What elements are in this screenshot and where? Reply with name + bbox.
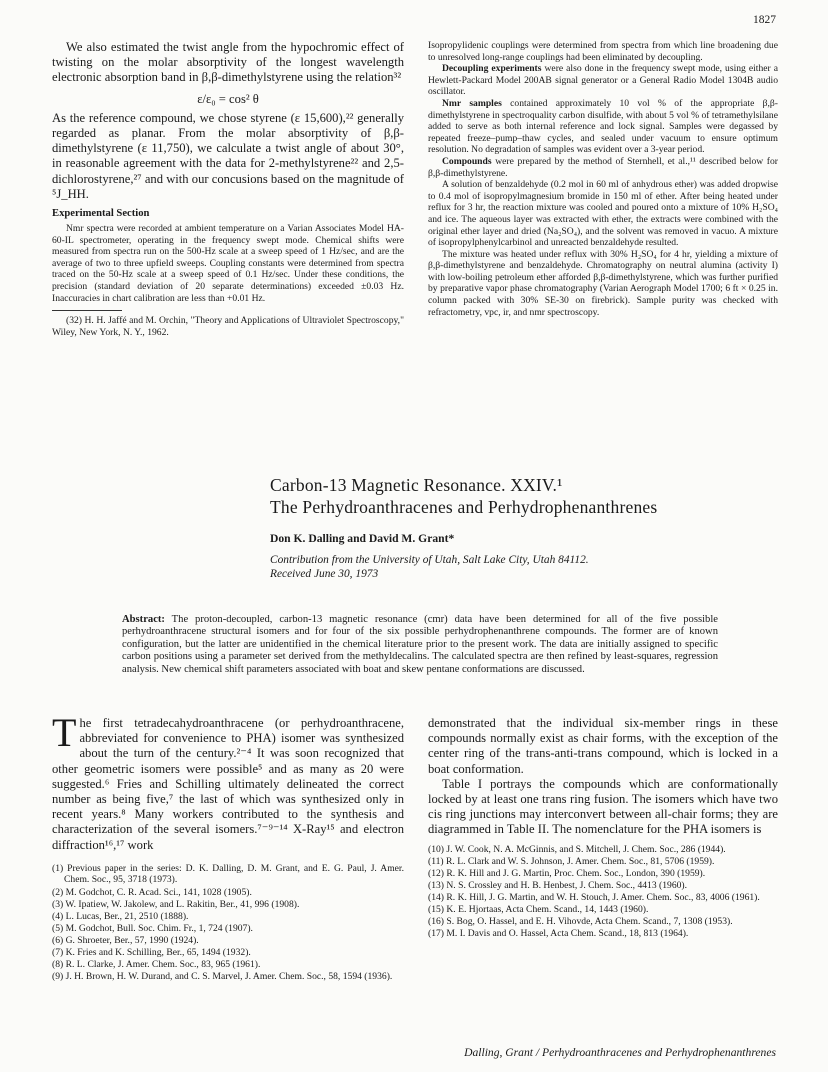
abstract-label: Abstract: (122, 614, 165, 625)
article-title-line2: The Perhydroanthracenes and Perhydrophenanthrenes (270, 497, 658, 517)
equation: ε/ε₀ = cos² θ (197, 91, 259, 106)
run-in-heading: Decoupling experiments (442, 63, 542, 75)
reference-item: (10) J. W. Cook, N. A. McGinnis, and S. Mitchell, J. Chem. Soc., 286 (1944). (428, 843, 726, 855)
received-date: Received June 30, 1973 (270, 568, 379, 580)
paragraph-text: contained approximately 10 vol % of the appropriate β,β-dimethylstyrene in spectroquality carbon disulfide, with about 5 vol % of tetramethylsilane added to serve as both internal reference and lock signal. Samples were degassed by repeated freeze–pump–thaw cycles, and sealed under vacuum to ensure optimum resolution. No degradation of samples was evident over a 3-year period. (428, 97, 778, 156)
reference-item: (5) M. Godchot, Bull. Soc. Chim. Fr., 1, 724 (1907). (52, 922, 253, 934)
reference-list (428, 844, 778, 940)
article-title-line1: Carbon-13 Magnetic Resonance. XXIV.¹ (270, 475, 563, 495)
drop-cap: T (52, 710, 77, 755)
paragraph: Nmr spectra were recorded at ambient temperature on a Varian Associates Model HA-60-IL spectrometer, operating in the frequency swept mode. Chemical shifts were measured from spectra run on the 500-Hz scale at a sweep speed of 1 Hz/sec, and are the average of two to three upfield sweeps. Coupling constants were determined from spectra traced on the 50-Hz scale at a sweep speed of 0.1 Hz/sec. Under these conditions, the precision (standard deviation of 20 separate determinations) exceeded ±0.03 Hz. Inaccuracies in chart calibration are less than +0.01 Hz. (52, 223, 404, 304)
running-footer: Dalling, Grant / Perhydroanthracenes and Perhydrophenanthrenes (464, 1046, 776, 1059)
body-right-column (428, 716, 778, 940)
paragraph (428, 156, 778, 179)
footnote: (32) H. H. Jaffé and M. Orchin, "Theory and Applications of Ultraviolet Spectroscopy," Wiley, New York, N. Y., 1962. (52, 315, 404, 338)
reference-item: (11) R. L. Clark and W. S. Johnson, J. Amer. Chem. Soc., 81, 5706 (1959). (428, 855, 715, 867)
reference-item: (4) L. Lucas, Ber., 21, 2510 (1888). (52, 910, 189, 922)
section-heading: Experimental Section (52, 208, 150, 220)
body-left-column (52, 710, 404, 983)
reference-item: (17) M. I. Davis and O. Hassel, Acta Chem. Scand., 18, 813 (1964). (428, 928, 689, 940)
paragraph: The mixture was heated under reflux with 30% H₂SO₄ for 4 hr, yielding a mixture of β,β-dimethylstyrene and benzaldehyde. Chromatography on neutral alumina (activity I) with low-boiling petroleum ether afforded β,β-dimethylstyrene, which was further purified by preparative vapor phase chromatography (Varian Aerograph Model 1700; 6 ft × 0.25 in. column packed with 30% SE-30 on firebrick). Sample purity was checked with refractometry, vpc, ir, and nmr spectroscopy. (428, 248, 778, 318)
reference-item: (14) R. K. Hill, J. G. Martin, and W. H. Stouch, J. Amer. Chem. Soc., 83, 4006 (1961). (428, 892, 760, 903)
paragraph: We also estimated the twist angle from the hypochromic effect of twisting on the molar absorptivity of the longest wavelength electronic absorption band in β,β-dimethylstyrene using the relation³² (52, 40, 404, 85)
reference-item: (15) K. E. Hjortaas, Acta Chem. Scand., 14, 1443 (1960). (428, 904, 649, 916)
top-left-column (52, 40, 404, 338)
run-in-heading: Nmr samples (442, 97, 502, 109)
reference-item: (7) K. Fries and K. Schilling, Ber., 65, 1494 (1932). (52, 946, 251, 958)
reference-item: (2) M. Godchot, C. R. Acad. Sci., 141, 1028 (1905). (52, 886, 252, 898)
reference-item: (8) R. L. Clarke, J. Amer. Chem. Soc., 83, 965 (1961). (52, 959, 261, 971)
reference-list (52, 863, 404, 983)
paragraph-text: were prepared by the method of Sternhell, et al.,¹¹ described below for β,β-dimethylstyrene. (428, 155, 778, 179)
paragraph: Isopropylidenic couplings were determined from spectra from which line broadening due to unresolved long-range couplings had been eliminated by decoupling. (428, 40, 778, 63)
abstract (122, 614, 718, 676)
paragraph: A solution of benzaldehyde (0.2 mol in 60 ml of anhydrous ether) was added dropwise to 0.4 mol of isopropylmagnesium bromide in 150 ml of ether. After being heated under reflux for 3 hr, the reaction mixture was cooled and poured onto a mixture of 10% H₂SO₄ and ice. The aqueous layer was extracted with ether, the extracts were combined with the original ether layer and dried (Na₂SO₄), and the solvent was removed in vacuo. A mixture of isopropylphenylcarbinol and unreacted benzaldehyde resulted. (428, 179, 778, 249)
reference-item: (3) W. Ipatiew, W. Jakolew, and L. Rakitin, Ber., 41, 996 (1908). (52, 898, 300, 910)
reference-item: (1) Previous paper in the series: D. K. Dalling, D. M. Grant, and E. G. Paul, J. Amer. Chem. Soc., 95, 3718 (1973). (52, 862, 404, 886)
paragraph-text: were also done in the frequency swept mode, using either a Hewlett-Packard Model 200AB signal generator or a General Radio Model 1304B audio oscillator. (428, 63, 778, 98)
authors: Don K. Dalling and David M. Grant* (270, 532, 455, 545)
reference-item: (12) R. K. Hill and J. G. Martin, Proc. Chem. Soc., London, 390 (1959). (428, 867, 706, 879)
paragraph (428, 98, 778, 156)
article-header (270, 474, 790, 581)
reference-item: (9) J. H. Brown, H. W. Durand, and C. S. Marvel, J. Amer. Chem. Soc., 58, 1594 (1936). (52, 971, 393, 983)
paragraph: demonstrated that the individual six-member rings in these compounds normally exist as chair forms, with the exception of the center ring of the trans-anti-trans compound, which is locked in a boat conformation. (428, 716, 778, 776)
paragraph (428, 63, 778, 98)
reference-item: (13) N. S. Crossley and H. B. Henbest, J. Chem. Soc., 4413 (1960). (428, 879, 688, 891)
top-right-column (428, 40, 778, 318)
footnote-rule (52, 310, 122, 311)
page-number: 1827 (753, 14, 776, 26)
paragraph: Table I portrays the compounds which are conformationally locked by at least one trans ring fusion. The isomers which have two cis ring junctions may interconvert between all-chair forms; they are diagrammed in Table II. The nomenclature for the PHA isomers is (428, 776, 778, 837)
paragraph-text: he first tetradecahydroanthracene (or perhydroanthracene, abbreviated for convenience to PHA) isomer was synthesized about the turn of the century.²⁻⁴ It was soon recognized that other geometric isomers were possible⁵ and as many as 20 were suggested.⁶ Fries and Schilling ultimately delineated the correct number as being five,⁷ the last of which was synthesized only in recent years.⁸ Many workers contributed to the synthesis and characterization of the several isomers.⁷⁻⁹⁻¹⁴ X-Ray¹⁵ and electron diffraction¹⁶,¹⁷ work (52, 716, 404, 852)
paragraph: As the reference compound, we chose styrene (ε 15,600),²² generally regarded as planar. From the molar absorptivity of β,β-dimethylstyrene (ε 11,750), we calculate a twist angle of about 30°, in reasonable agreement with the data for 2-methylstyrene²² and 2,5-dichlorostyrene,²⁷ and with our concusions based on the magnitude of ⁵J_HH. (52, 110, 404, 201)
abstract-text: The proton-decoupled, carbon-13 magnetic resonance (cmr) data have been determined for all of the five possible perhydroanthracene structural isomers and for four of the six possible perhydrophenanthrene compounds. The former are of known configuration, but the latter are unidentified in the chemical literature prior to the present work. The data are initially assigned to specific carbon positions using a parameter set derived from the methyldecalins. The calculated spectra are then refined by least-squares, regression analysis. New chemical shift parameters associated with boat and skew pentane conformations are discussed. (122, 614, 718, 675)
reference-item: (16) S. Bog, O. Hassel, and E. H. Vihovde, Acta Chem. Scand., 7, 1308 (1953). (428, 916, 733, 928)
contribution: Contribution from the University of Utah, Salt Lake City, Utah 84112. (270, 554, 589, 566)
paragraph (52, 710, 404, 853)
reference-item: (6) G. Shroeter, Ber., 57, 1990 (1924). (52, 934, 199, 946)
run-in-heading: Compounds (442, 155, 492, 167)
